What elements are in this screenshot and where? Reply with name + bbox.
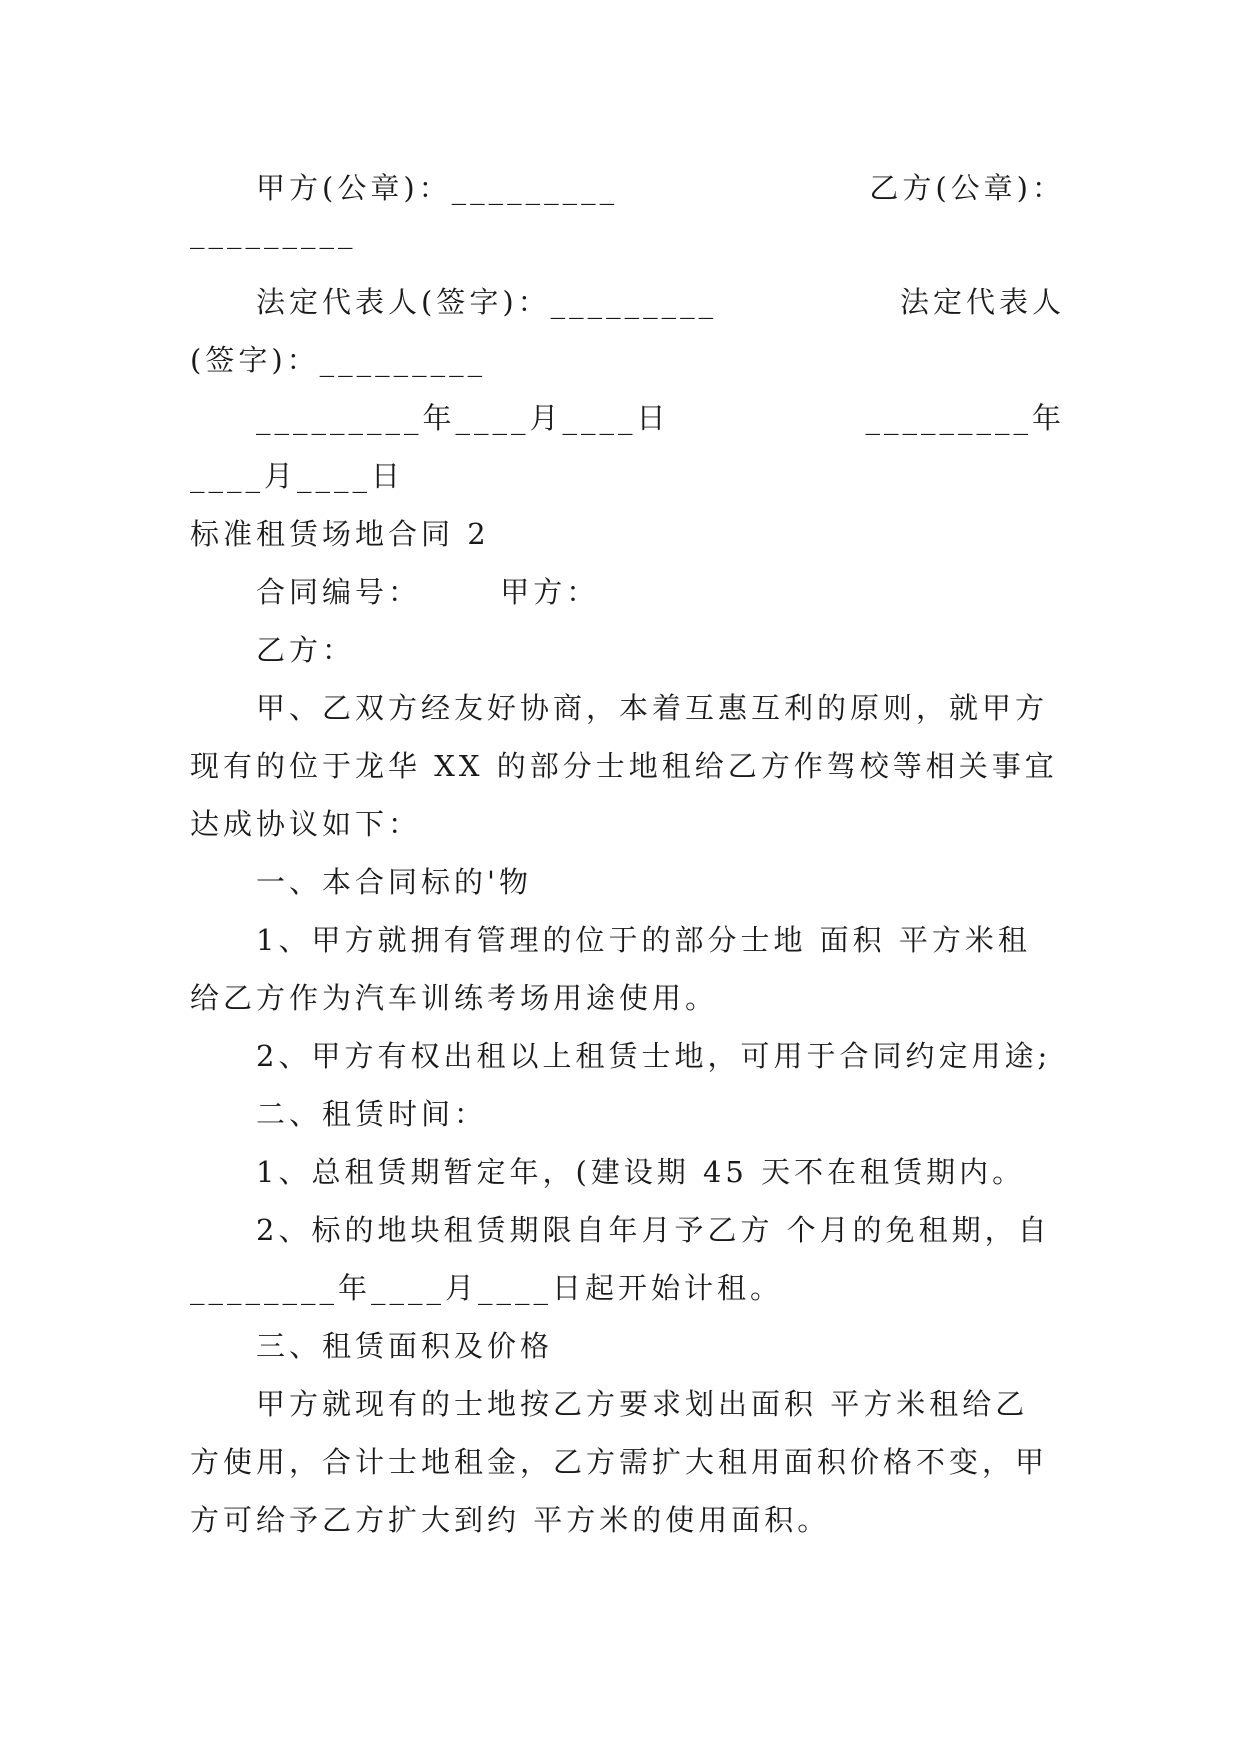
party-b-date-cont: ____月____日 bbox=[190, 459, 405, 493]
party-b-seal-blank: _________ bbox=[190, 215, 357, 249]
section-3-para-line-3: 方可给予乙方扩大到约 平方米的使用面积。 bbox=[190, 1503, 831, 1537]
section-3-title: 三、租赁面积及价格 bbox=[256, 1329, 554, 1363]
section-3-para-line-2: 方使用，合计士地租金，乙方需扩大租用面积价格不变，甲 bbox=[190, 1445, 1049, 1479]
section-2-item-2-line-1: 2、标的地块租赁期限自年月予乙方 个月的免租期，自 bbox=[256, 1213, 1051, 1247]
section-2-item-2-line-2: ________年____月____日起开始计租。 bbox=[190, 1271, 784, 1305]
contract-title: 标准租赁场地合同 2 bbox=[190, 517, 490, 551]
party-b-representative: 法定代表人 bbox=[899, 285, 1065, 319]
intro-line-1: 甲、乙双方经友好协商，本着互惠互利的原则，就甲方 bbox=[256, 691, 1049, 725]
party-a-representative: 法定代表人(签字)：_________ bbox=[256, 285, 718, 319]
party-b-line: 乙方： bbox=[256, 633, 356, 667]
section-2-title: 二、租赁时间： bbox=[256, 1097, 488, 1131]
section-1-item-2: 2、甲方有权出租以上租赁士地，可用于合同约定用途; bbox=[256, 1039, 1052, 1073]
intro-line-3: 达成协议如下： bbox=[190, 807, 422, 841]
section-3-para-line-1: 甲方就现有的士地按乙方要求划出面积 平方米租给乙 bbox=[256, 1387, 1029, 1421]
party-a-seal: 甲方(公章)：_________ bbox=[256, 171, 619, 205]
party-b-date: _________年 bbox=[865, 401, 1065, 435]
section-1-title: 一、本合同标的'物 bbox=[256, 865, 532, 899]
section-1-item-1-line-2: 给乙方作为汽车训练考场用途使用。 bbox=[190, 981, 719, 1015]
section-1-item-1-line-1: 1、甲方就拥有管理的位于的部分士地 面积 平方米租 bbox=[256, 923, 1031, 957]
contract-number-line: 合同编号： 甲方： bbox=[256, 575, 600, 609]
section-2-item-1: 1、总租赁期暂定年，(建设期 45 天不在租赁期内。 bbox=[256, 1155, 1026, 1189]
party-b-seal: 乙方(公章)： bbox=[869, 171, 1065, 205]
party-a-date: _________年____月____日 bbox=[256, 401, 670, 435]
party-b-representative-cont: (签字)：_________ bbox=[190, 343, 487, 377]
intro-line-2: 现有的位于龙华 XX 的部分士地租给乙方作驾校等相关事宜 bbox=[190, 749, 1058, 783]
